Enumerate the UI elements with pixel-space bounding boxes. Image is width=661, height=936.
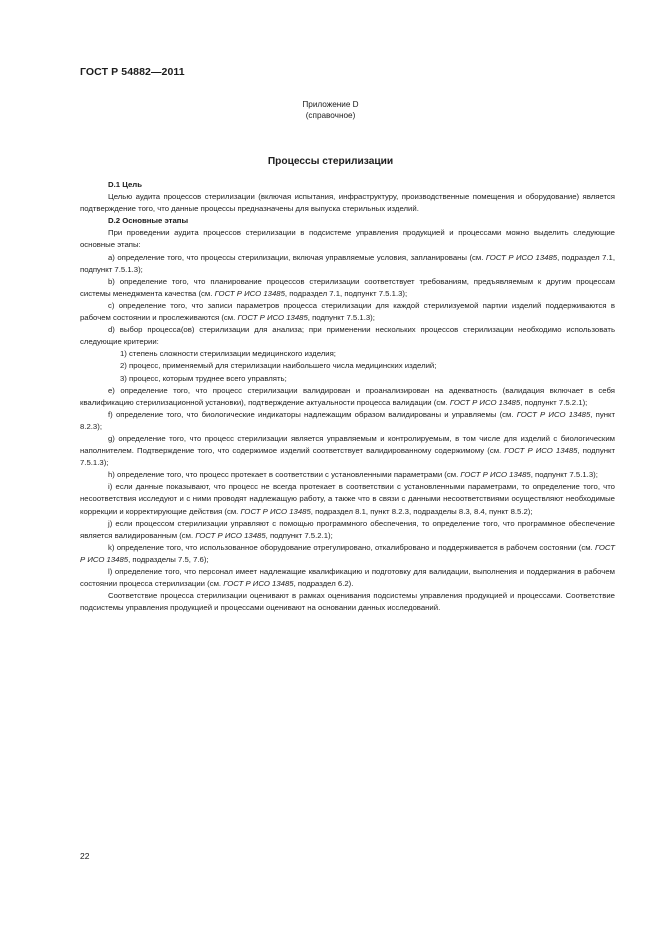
list-item-i: i) если данные показывают, что процесс не всегда протекает в соответствии с установленными параметрами, то определение того, что несоответствия исследуют и с ними проводят надлежащую работу, а также что в связи с данными несоответствиями осуществляют необходимые коррекции и корректирующие действия (см. ГОСТ Р ИСО 13485, подраздел 8.1, пункт 8.2.3, подразделы 8.3, 8.4, пункт 8.5.2); — [80, 482, 615, 516]
standard-reference: ГОСТ Р ИСО 13485 — [504, 446, 578, 456]
list-item-j: j) если процессом стерилизации управляют с помощью программного обеспечения, то определение того, что программное обеспечение является валидированным (см. ГОСТ Р ИСО 13485, подпункт 7.5.2.1); — [80, 518, 615, 540]
list-item-b: b) определение того, что планирование процессов стерилизации соответствует требованиям, предъявляемым к другим процессам системы менеджмента качества (см. ГОСТ Р ИСО 13485, подраздел 7.1, подпункт 7.5.1.3); — [80, 276, 615, 298]
paragraph-purpose: Целью аудита процессов стерилизации (включая испытания, инфраструктуру, производственные помещения и оборудование) является подтверждение того, что данные процессы предназначены для выпуска стерильных изделий. — [80, 192, 615, 214]
document-code-header: ГОСТ Р 54882—2011 — [80, 66, 185, 78]
list-item-k: k) определение того, что использованное оборудование отрегулировано, откалибровано и поддерживается в рабочем состоянии (см. ГОСТ Р ИСО 13485, подразделы 7.5, 7.6); — [80, 542, 615, 564]
list-item-c: c) определение того, что записи параметров процесса стерилизации для каждой стерилизуемой партии изделий поддерживаются в рабочем состоянии и прослеживаются (см. ГОСТ Р ИСО 13485, подпункт 7.5.1.3); — [80, 300, 615, 323]
list-item-a: а) определение того, что процессы стерилизации, включая управляемые условия, запланированы (см. ГОСТ Р ИСО 13485, подраздел 7.1, подпункт 7.5.1.3); — [80, 252, 615, 274]
section-heading-d1: D.1 Цель — [108, 180, 142, 189]
section-title: Процессы стерилизации — [267, 156, 394, 167]
list-item-g: g) определение того, что процесс стерилизации является управляемым и контролируемым, в том числе для изделий с биологическим наполнителем. Подтверждение того, что содержимое изделий соответствует валидированному содержимому (см. ГОСТ Р ИСО 13485, подпункт 7.5.1.3); — [80, 433, 616, 468]
paragraph-conclusion: Соответствие процесса стерилизации оценивают в рамках оценивания подсистемы управления продукцией и процессами. Соответствие подсистемы управления продукцией и процессами оценивают на основании данных исследований. — [80, 591, 615, 613]
standard-reference: ГОСТ Р ИСО 13485 — [214, 288, 285, 298]
page-number: 22 — [80, 851, 90, 861]
standard-reference: ГОСТ Р ИСО 13485 — [449, 397, 521, 407]
sub-item-2: 2) процесс, применяемый для стерилизации наибольшего числа медицинских изделий; — [120, 361, 437, 371]
section-heading-d2: D.2 Основные этапы — [108, 216, 189, 226]
list-item-h: h) определение того, что процесс протекает в соответствии с установленными параметрами (см. ГОСТ Р ИСО 13485, подпункт 7.5.1.3); — [108, 470, 598, 480]
standard-reference: ГОСТ Р ИСО 13485 — [460, 470, 531, 480]
list-item-e: e) определение того, что процесс стерилизации валидирован и проанализирован на адекватность (валидация включает в себя квалификацию стерилизационной установки), подтверждение актуальности процесса валидации (см. ГОСТ Р ИСО 13485, подпункт 7.5.2.1); — [80, 385, 615, 407]
list-item-f: f) определение того, что биологические индикаторы надлежащим образом валидированы и управляемы (см. ГОСТ Р ИСО 13485, пункт 8.2.3); — [80, 409, 616, 431]
paragraph-intro: При проведении аудита процессов стерилизации в подсистеме управления продукцией и процессами можно выделить следующие основные этапы: — [80, 228, 615, 250]
document-body — [80, 179, 615, 614]
standard-reference: ГОСТ Р ИСО 13485 — [516, 409, 591, 419]
list-item-d: d) выбор процесса(ов) стерилизации для анализа; при применении нескольких процессов стерилизации необходимо использовать следующие критерии: — [80, 325, 615, 347]
standard-reference: ГОСТ Р ИСО 13485 — [240, 506, 311, 516]
standard-reference: ГОСТ Р ИСО 13485 — [223, 579, 294, 589]
standard-reference: ГОСТ Р ИСО 13485 — [237, 313, 308, 323]
annex-type: (справочное) — [305, 111, 356, 120]
standard-reference: ГОСТ Р ИСО 13485 — [195, 530, 266, 540]
annex-title: Приложение D — [302, 100, 359, 109]
sub-item-3: 3) процесс, которым труднее всего управлять; — [120, 373, 287, 383]
standard-reference: ГОСТ Р ИСО 13485 — [485, 252, 558, 262]
standard-reference: ГОСТ Р ИСО 13485 — [80, 542, 615, 564]
sub-item-1: 1) степень сложности стерилизации медицинского изделия; — [120, 349, 336, 359]
list-item-l: l) определение того, что персонал имеет надлежащие квалификацию и подготовку для валидации, выполнения и поддержания в рабочем состоянии процесса стерилизации (см. ГОСТ Р ИСО 13485, подраздел 6.2). — [80, 567, 615, 589]
